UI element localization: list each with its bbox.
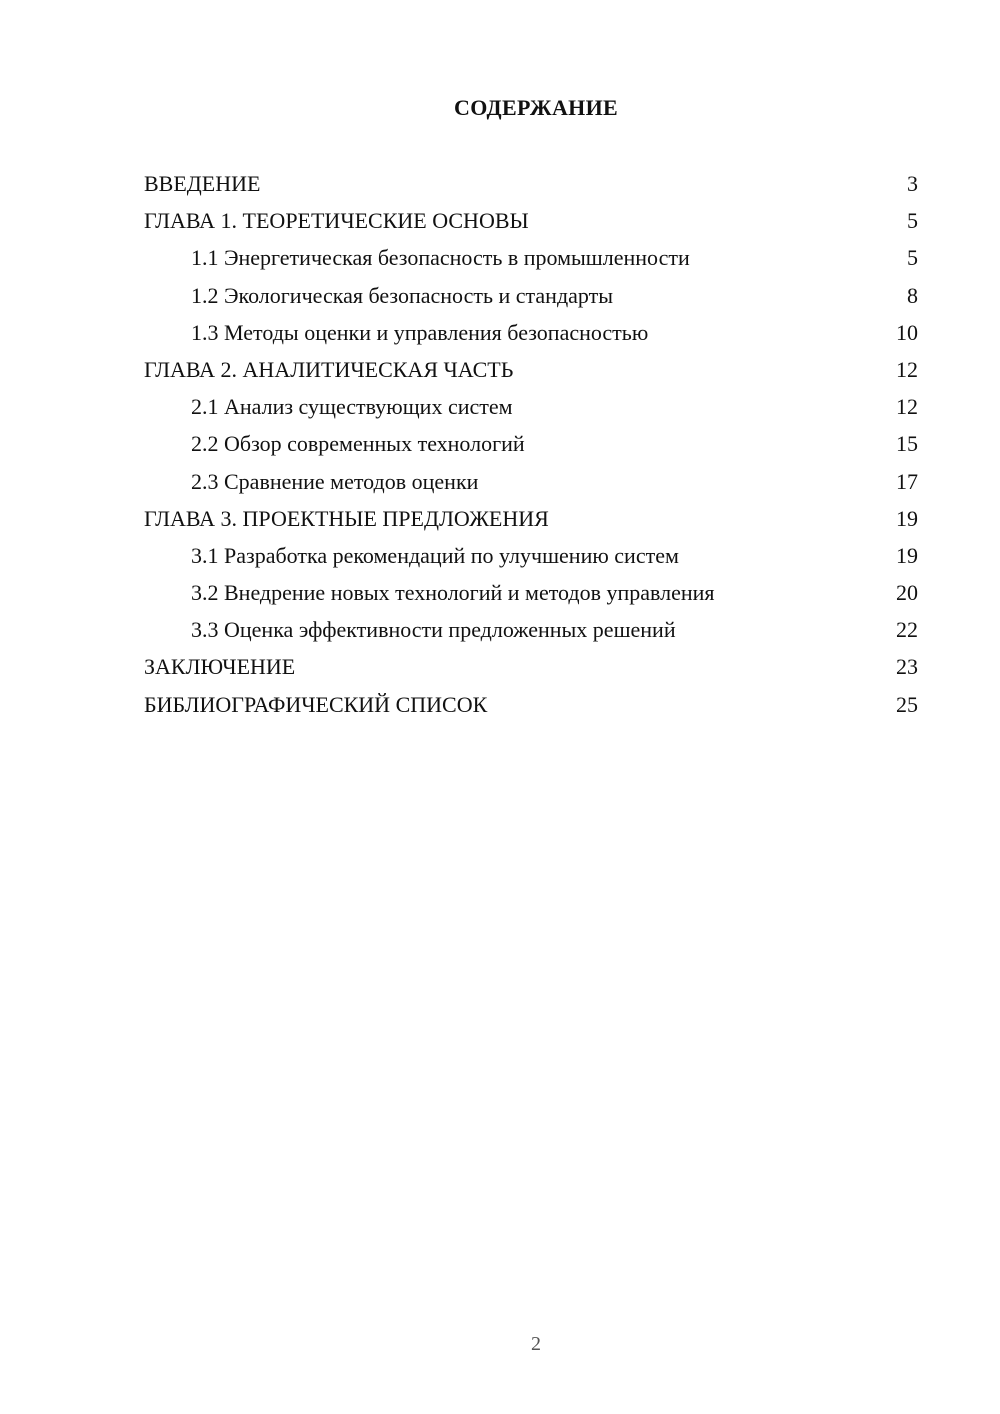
toc-entry-label: 3.2 Внедрение новых технологий и методов управления <box>191 580 715 606</box>
toc-entry-label: ГЛАВА 2. АНАЛИТИЧЕСКАЯ ЧАСТЬ <box>144 356 514 382</box>
toc-entry-label: 3.1 Разработка рекомендаций по улучшению систем <box>191 542 679 568</box>
toc-entry-page: 23 <box>896 654 918 680</box>
toc-entry-label: 1.2 Экологическая безопасность и стандарты <box>191 282 614 308</box>
toc-entry-label: ВВЕДЕНИЕ <box>144 171 261 196</box>
toc-entry-page: 15 <box>896 431 918 457</box>
toc-subentry <box>144 425 918 462</box>
page-number: 2 <box>531 1333 541 1355</box>
toc-entry-page: 22 <box>896 617 918 643</box>
toc-entry-label: 2.3 Сравнение методов оценки <box>191 468 479 494</box>
toc-subentry <box>144 537 918 574</box>
toc-entry <box>144 351 918 388</box>
toc-entry <box>144 165 918 202</box>
toc-entry-label: 3.3 Оценка эффективности предложенных решений <box>191 617 676 643</box>
toc-entry-page: 12 <box>896 356 918 382</box>
toc-entry-label: 1.3 Методы оценки и управления безопасностью <box>191 319 649 345</box>
toc-subentry <box>144 463 918 500</box>
table-of-contents <box>144 165 918 723</box>
toc-entry-label: 2.1 Анализ существующих систем <box>191 394 513 420</box>
toc-entry-page: 3 <box>907 171 918 196</box>
toc-subentry <box>144 574 918 611</box>
toc-entry-label: 2.2 Обзор современных технологий <box>191 431 525 457</box>
toc-entry <box>144 648 918 685</box>
toc-subentry <box>144 239 918 276</box>
toc-entry-page: 5 <box>907 245 918 271</box>
toc-entry-page: 20 <box>896 580 918 606</box>
toc-entry-page: 10 <box>896 319 918 345</box>
toc-subentry <box>144 611 918 648</box>
toc-entry-page: 5 <box>907 208 918 234</box>
toc-entry-page: 8 <box>907 282 918 308</box>
toc-subentry <box>144 388 918 425</box>
page-title: СОДЕРЖАНИЕ <box>454 95 618 120</box>
toc-entry <box>144 202 918 239</box>
toc-entry-page: 12 <box>896 394 918 420</box>
toc-entry-label: 1.1 Энергетическая безопасность в промышленности <box>191 245 690 271</box>
toc-entry-label: ГЛАВА 3. ПРОЕКТНЫЕ ПРЕДЛОЖЕНИЯ <box>144 505 549 531</box>
toc-entry-label: ЗАКЛЮЧЕНИЕ <box>144 654 296 680</box>
toc-entry-page: 19 <box>896 505 918 531</box>
toc-entry-label: БИБЛИОГРАФИЧЕСКИЙ СПИСОК <box>144 691 488 717</box>
toc-entry-page: 25 <box>896 691 918 717</box>
toc-subentry <box>144 277 918 314</box>
toc-entry-page: 17 <box>896 468 918 494</box>
toc-entry <box>144 686 918 723</box>
toc-entry <box>144 500 918 537</box>
toc-entry-label: ГЛАВА 1. ТЕОРЕТИЧЕСКИЕ ОСНОВЫ <box>144 208 529 234</box>
toc-entry-page: 19 <box>896 542 918 568</box>
toc-subentry <box>144 314 918 351</box>
